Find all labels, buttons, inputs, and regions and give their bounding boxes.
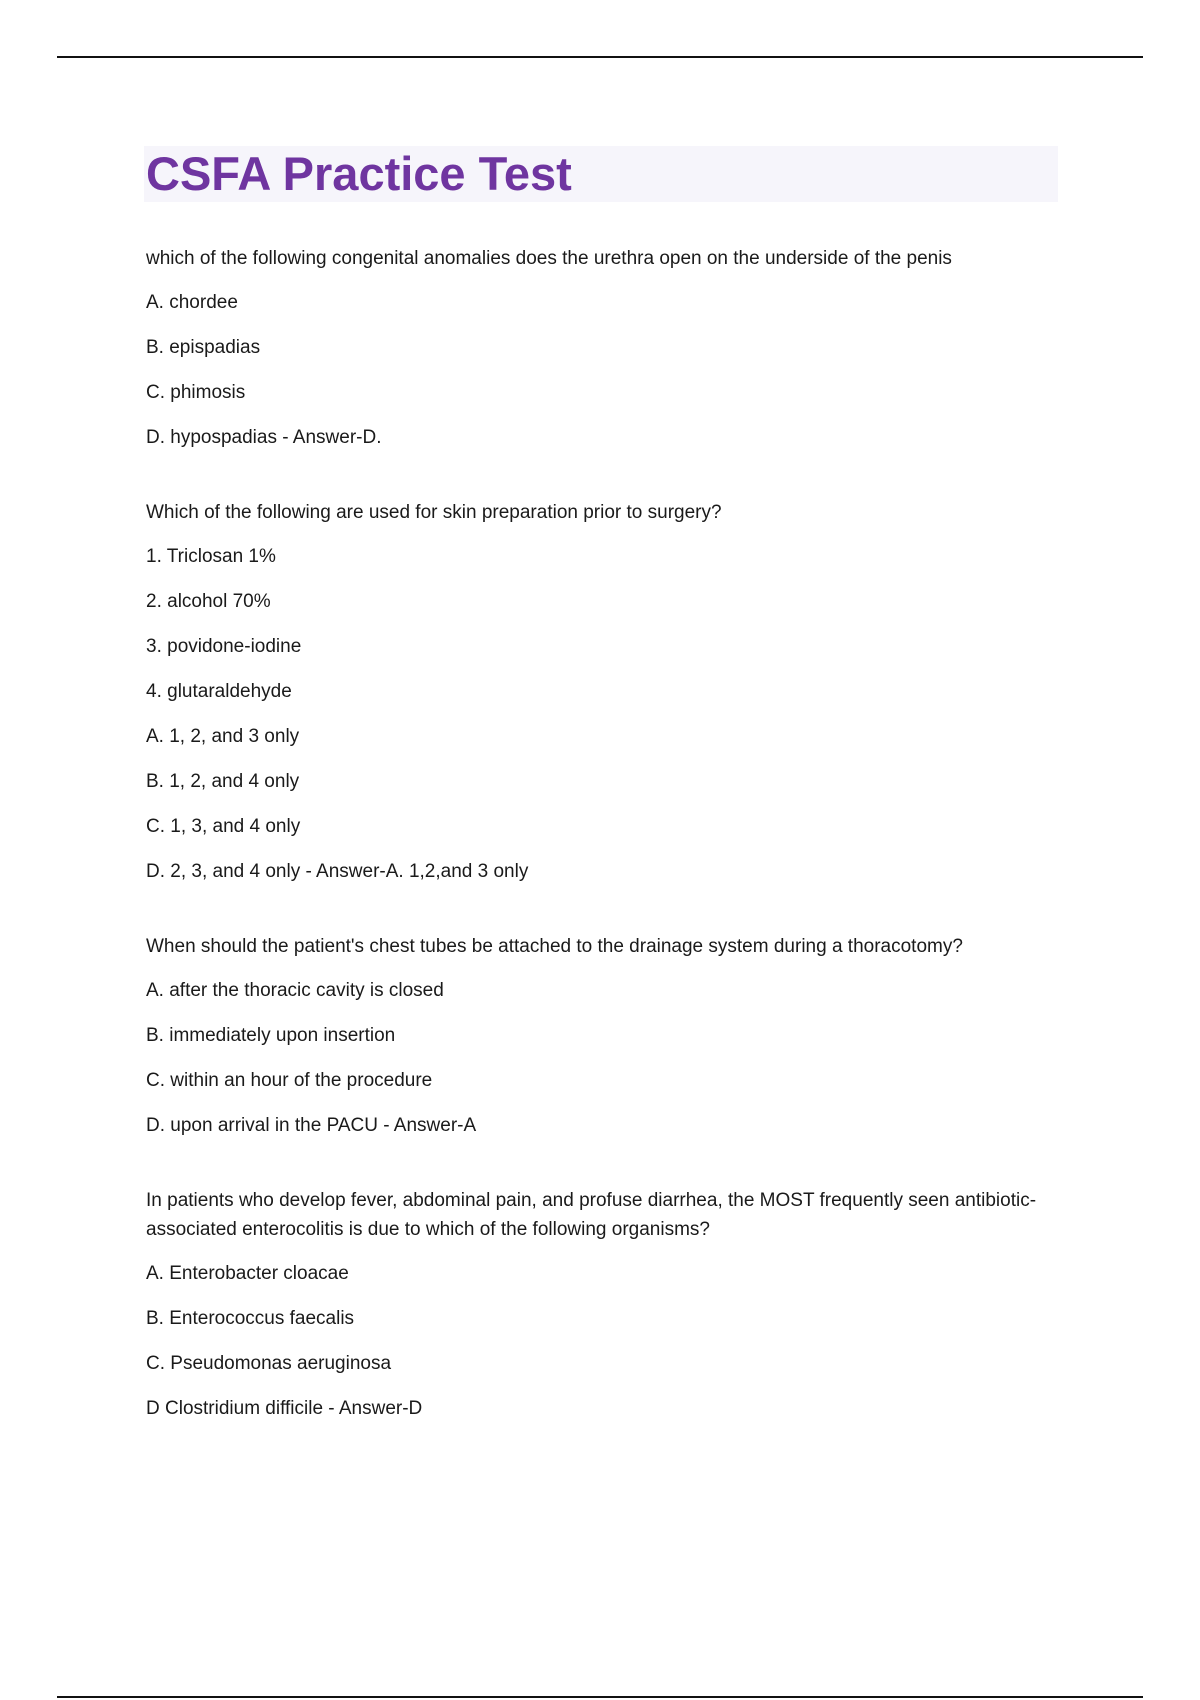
item-1: 1. Triclosan 1% <box>146 546 276 567</box>
option-a: A. 1, 2, and 3 only <box>146 726 300 747</box>
option-d-answer: D. hypospadias - Answer-D. <box>146 427 382 448</box>
question-text: Which of the following are used for skin preparation prior to surgery? <box>146 502 722 523</box>
option-d-answer: D. upon arrival in the PACU - Answer-A <box>146 1115 477 1136</box>
option-a: A. Enterobacter cloacae <box>146 1263 349 1284</box>
option-b: B. immediately upon insertion <box>146 1025 396 1046</box>
item-4: 4. glutaraldehyde <box>146 681 292 702</box>
option-d-answer: D Clostridium difficile - Answer-D <box>146 1398 423 1419</box>
option-b: B. 1, 2, and 4 only <box>146 771 300 792</box>
footer-rule <box>57 1696 1143 1698</box>
option-d-answer: D. 2, 3, and 4 only - Answer-A. 1,2,and 3 only <box>146 861 529 882</box>
option-a: A. chordee <box>146 292 238 313</box>
option-c: C. phimosis <box>146 382 246 403</box>
header-rule <box>57 56 1143 58</box>
item-2: 2. alcohol 70% <box>146 591 271 612</box>
question-1 <box>146 244 1046 452</box>
option-c: C. 1, 3, and 4 only <box>146 816 301 837</box>
option-b: B. epispadias <box>146 337 261 358</box>
question-2 <box>146 498 1046 886</box>
question-text: which of the following congenital anomalies does the urethra open on the underside of the penis <box>146 248 952 269</box>
option-c: C. within an hour of the procedure <box>146 1070 433 1091</box>
option-a: A. after the thoracic cavity is closed <box>146 980 444 1001</box>
question-list <box>146 244 1046 1469</box>
question-text: In patients who develop fever, abdominal pain, and profuse diarrhea, the MOST frequently seen antibiotic-associated enterocolitis is due to which of the following organisms? <box>146 1190 1037 1240</box>
page-title: CSFA Practice Test <box>146 147 572 200</box>
item-3: 3. povidone-iodine <box>146 636 302 657</box>
question-4 <box>146 1186 1046 1423</box>
question-3 <box>146 932 1046 1140</box>
question-text: When should the patient's chest tubes be attached to the drainage system during a thoracotomy? <box>146 936 963 957</box>
option-c: C. Pseudomonas aeruginosa <box>146 1353 392 1374</box>
option-b: B. Enterococcus faecalis <box>146 1308 355 1329</box>
